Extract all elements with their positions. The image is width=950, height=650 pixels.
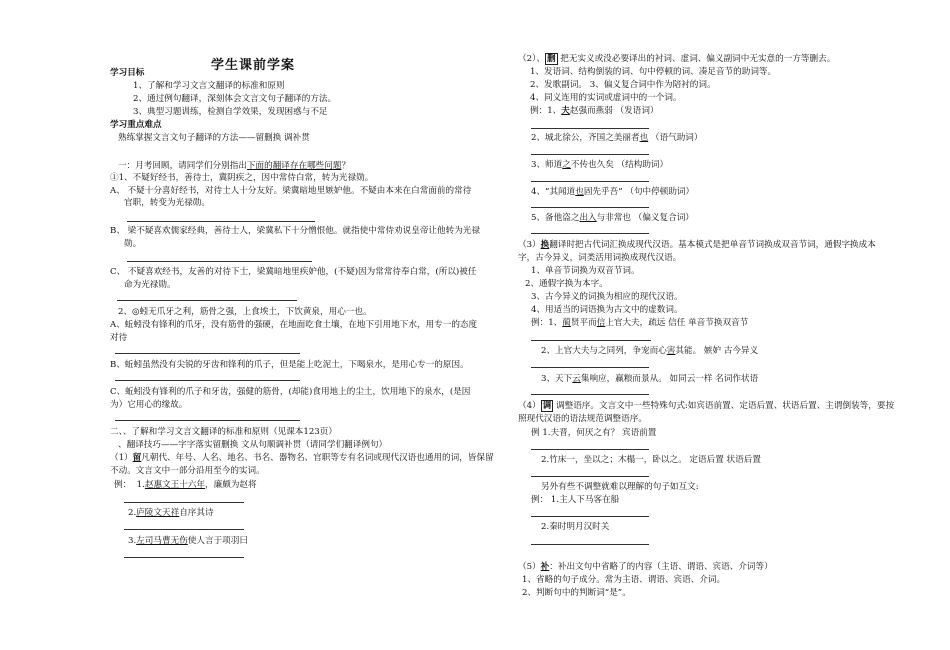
q1-option-a2: A、蚯蚓没有锋利的爪牙，没有筋骨的强硬，在地面吃食土壤，在地下引用地下水，用专一的态度 <box>110 320 478 330</box>
answer-line <box>117 300 297 301</box>
liu-example-3: 3.左司马曹无伤使人言于项羽曰 <box>128 536 248 546</box>
shan-example-4: 4、“其闻道也固先乎吾” （句中停顿助词） <box>531 187 695 197</box>
answer-line <box>531 544 649 545</box>
huan-example-1: 例：1、蔺贤平而信上官大夫，疏远 信任 单音节换双音节 <box>531 318 749 328</box>
shan-item: 1、发语词、结构倒装的词、句中停顿的词、凑足音节的助词等。 <box>530 67 777 77</box>
q1-option-a: A、 不疑十分喜好经书，对待士人十分友好。梁冀暗地里嫉妒他。不疑由本来在白常面前的常待 <box>110 186 472 196</box>
answer-line <box>531 476 649 477</box>
liu-section-cont: 不动。文言文中一部分沿用至今的实词。 <box>110 466 265 476</box>
huan-item: 2、通假字换为本字。 <box>525 279 608 289</box>
keypoint-heading: 学习重点难点 <box>110 120 162 130</box>
q1-option-c2-cont: 为）它用心的缘故。 <box>110 400 188 410</box>
shan-item: 2、发歌副词。 3、偏义复合词中作为陪衬的词。 <box>530 80 716 90</box>
diao-example-3: 例： 1.主人下马客在船 <box>531 495 620 505</box>
answer-line <box>127 261 312 262</box>
q1-option-b-cont: 勋。 <box>124 239 142 249</box>
shan-example-3: 3、师道之不传也久矣 （结构助词） <box>531 160 669 170</box>
q2-heading: 二、、了解和学习文言文翻译的标准和原则（见课本123页） <box>110 427 337 437</box>
liu-example-2: 2.庐陵文天祥自序其诗 <box>128 508 214 518</box>
bu-item: 2、判断句中的判断词“是”。 <box>522 588 631 598</box>
diao-section-cont: 照现代汉语的语法规范调整语序。 <box>518 414 647 424</box>
q1-option-c: C、 不疑喜欢经书，友善的对待下士，梁冀暗地里疾妒他，(不疑)因为常常待奉白常，(所以)被任 <box>110 267 477 277</box>
huan-item: 4、用适当的词语换为古文中的虚数词。 <box>531 305 683 315</box>
q1-option-c2: C、蚯蚓没有锋利的爪子和牙齿，强健的筋骨，(却能)食用地上的尘土，饮用地下的泉水，(是因 <box>110 387 471 397</box>
answer-line <box>127 221 315 222</box>
goals-heading: 学习目标 <box>110 68 145 78</box>
shan-section: （2）、 删 把无实义或没必要译出的衬词、虚词、偏义副词中无实意的一方等删去。 <box>518 54 836 64</box>
answer-line <box>531 516 649 517</box>
q1-option-b: B、 梁不疑喜欢儒家经典，善待士人，梁冀私下十分憎恨他。就指使中常侍劝说皇帝让他转为光禄 <box>110 226 480 236</box>
answer-line <box>531 340 651 341</box>
diao-section: （4） 调 调整语序。文言文中一些特殊句式:如宾语前置、定语后置、状语后置、主谓倒装等，要按 <box>518 401 895 411</box>
page-title: 学生课前学案 <box>211 58 296 73</box>
q1-option-a2-cont: 对待 <box>110 333 128 343</box>
q1-intro: 一：月考回顾，请同学们分别指出下面的翻译存在哪些问题？ <box>118 161 351 171</box>
answer-line <box>531 207 649 208</box>
answer-line <box>531 367 649 368</box>
goal-item: 1、了解和学习文言文翻译的标准和原则 <box>133 81 285 91</box>
bu-item: 1、省略的句子成分。常为主语、谓语、宾语、介词。 <box>522 575 726 585</box>
huan-example-3: 3、天下云集响应，赢粮而景从。 如同云一样 名词作状语 <box>541 374 759 384</box>
answer-line <box>115 353 300 354</box>
huan-example-2: 2、上官大夫与之同列，争宠而心害其能。 嫉妒 古今异义 <box>541 346 759 356</box>
shan-item: 4、同义连用的实词或虚词中的一个词。 <box>530 93 682 103</box>
diao-example-2: 2.竹床一，坐以之；木榻一，卧以之。 定语后置 状语后置 <box>541 455 761 465</box>
answer-line <box>531 154 649 155</box>
diao-example-1: 例 1.夫晋，何厌之有？ 宾语前置 <box>531 428 657 438</box>
goal-item: 3、典型习题训练，检测自学效果，发现困惑与不足 <box>133 107 328 117</box>
huan-item: 3、古今异义的词换为相应的现代汉语。 <box>531 292 683 302</box>
answer-line <box>531 181 649 182</box>
answer-line <box>124 502 244 503</box>
answer-line <box>531 449 649 450</box>
answer-line <box>531 233 649 234</box>
answer-line <box>115 420 300 421</box>
q1-sentence-2: 2、◎蚓无爪牙之利，筋骨之强，上食埃土，下饮黄泉，用心一也。 <box>118 307 372 317</box>
answer-line <box>124 529 244 530</box>
bu-section: （5）补：补出文句中省略了的内容（主语、谓语、宾语、介词等） <box>518 562 773 572</box>
q1-sentence: ①1、不疑好经书，善待士，冀阴疾之，因中常侍白常，转为光禄勋。 <box>110 173 374 183</box>
huan-section: （3）换翻译时把古代词汇换成现代汉语。基本模式是把单音节词换成双音节词，通假字换成本 <box>518 240 876 250</box>
shan-example-5: 5、备他盗之出入与非常也 （偏义复合词） <box>531 213 694 223</box>
diao-example-4: 2.秦时明月汉时关 <box>541 522 610 532</box>
shan-example-1: 例：1、夫赵强而燕弱 （发语词） <box>530 106 659 116</box>
answer-line <box>124 557 244 558</box>
huan-item: 1、单音节词换为双音节词。 <box>531 266 640 276</box>
diao-note: 另外有些不调整就难以理解的句子如互文: <box>541 482 699 492</box>
liu-section: （1）留凡朝代、年号、人名、地名、书名、器物名、官职等专有名词或现代汉语也通用的词，皆保留 <box>110 453 494 463</box>
q1-option-a-cont: 官职，转变为光禄勋。 <box>124 198 210 208</box>
goal-item: 2、通过例句翻译，深刻体会文言文句子翻译的方法。 <box>133 94 337 104</box>
answer-line <box>531 394 649 395</box>
huan-section-cont: 字，古今异义，词类活用词换成现代汉语。 <box>518 253 682 263</box>
q2-tips: 、翻译技巧——字字落实留删换 文从句顺调补贯（请同学们翻译例句） <box>118 440 388 450</box>
keypoint-text: 熟练掌握文言文句子翻译的方法——留删换 调补贯 <box>118 133 310 143</box>
answer-line <box>115 380 300 381</box>
liu-example-1: 例： 1.赵惠文王十六年，廉颇为赵将 <box>114 480 257 490</box>
shan-example-2: 2、城北徐公，齐国之美丽者也 （语气助词） <box>531 133 703 143</box>
answer-line <box>531 128 649 129</box>
q1-option-b2: B、蚯蚓虽然没有尖锐的牙齿和锋利的爪子，但是能上吃泥土，下喝泉水，是用心专一的原因。 <box>110 360 469 370</box>
q1-option-c-cont: 命为光禄勋。 <box>124 280 176 290</box>
